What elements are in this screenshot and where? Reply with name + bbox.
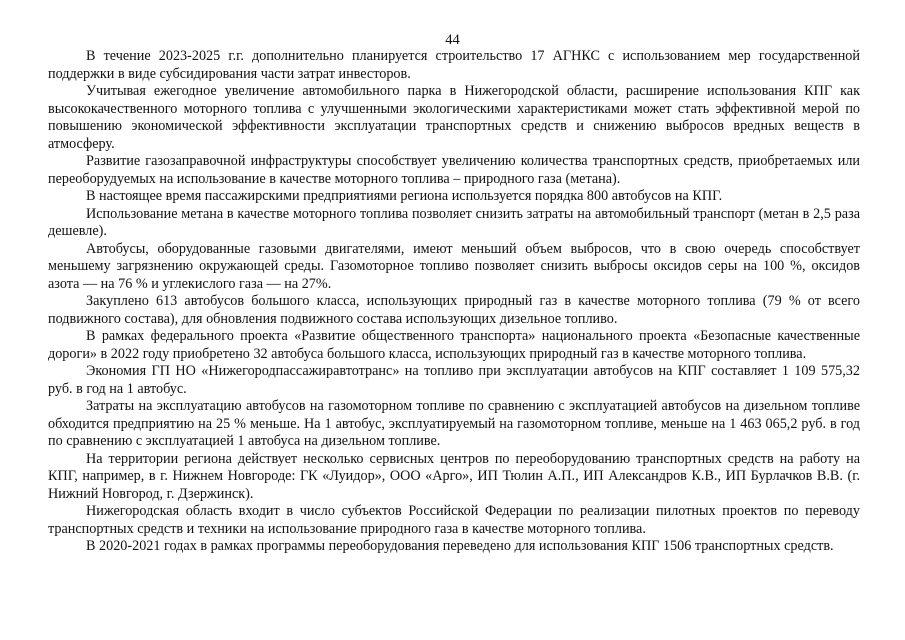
- paragraph-fuel-savings: Экономия ГП НО «Нижегородпассажиравтотранс» на топливо при эксплуатации автобусов на КПГ составляет 1 109 575,32 руб. в год на 1 автобус.: [48, 363, 860, 397]
- paragraph-emissions: Автобусы, оборудованные газовыми двигателями, имеют меньший объем выбросов, что в свою очередь способствует меньшему загрязнению окружающей среды. Газомоторное топливо позволяет снизить выбросы оксидов серы на 100 %, оксидов азота — на 76 % и углекислого газа — на 27%.: [48, 240, 860, 292]
- paragraph-methane-cost: Использование метана в качестве моторного топлива позволяет снизить затраты на автомобильный транспорт (метан в 2,5 раза дешевле).: [48, 205, 860, 239]
- paragraph-federal-project: В рамках федерального проекта «Развитие общественного транспорта» национального проекта «Безопасные качественные дороги» в 2022 году приобретено 32 автобуса большого класса, использующих природный газ в качестве моторного топлива.: [48, 328, 860, 362]
- paragraph-pilot-projects: Нижегородская область входит в число субъектов Российской Федерации по реализации пилотных проектов по переводу транспортных средств и техники на использование природного газа в качестве моторного топлива.: [48, 503, 860, 537]
- page-number: 44: [445, 32, 460, 48]
- document-body: [48, 48, 860, 556]
- paragraph-conversion-program: В 2020-2021 годах в рамках программы переоборудования переведено для использования КПГ 1506 транспортных средств.: [86, 538, 834, 554]
- paragraph-operating-costs: Затраты на эксплуатацию автобусов на газомоторном топливе по сравнению с эксплуатацией автобусов на дизельном топливе обходится предприятию на 25 % меньше. На 1 автобус, эксплуатируемый на газомоторном топливе, меньше на 1 463 065,2 руб. в год по сравнению с эксплуатацией 1 автобуса на дизельном топливе.: [48, 398, 860, 449]
- paragraph-agnks-construction: В течение 2023-2025 г.г. дополнительно планируется строительство 17 АГНКС с использованием мер государственной поддержки в виде субсидирования части затрат инвесторов.: [48, 48, 860, 82]
- paragraph-service-centers: На территории региона действует несколько сервисных центров по переоборудованию транспортных средств на работу на КПГ, например, в г. Нижнем Новгороде: ГК «Луидор», ООО «Арго», ИП Тюлин А.П., ИП Александров К.В., ИП Бурлачков В.В. (г. Нижний Новгород, г. Дзержинск).: [48, 450, 860, 502]
- paragraph-gas-infrastructure: Развитие газозаправочной инфраструктуры способствует увеличению количества транспортных средств, приобретаемых или переоборудуемых на использование в качестве моторного топлива – природного газа (метана).: [48, 153, 860, 187]
- paragraph-kpg-efficiency: Учитывая ежегодное увеличение автомобильного парка в Нижегородской области, расширение использования КПГ как высококачественного моторного топлива с улучшенными экологическими характеристиками может стать эффективной мерой по повышению экономической эффективности эксплуатации транспортных средств и снижению выбросов вредных веществ в атмосферу.: [48, 83, 860, 152]
- paragraph-buses-purchased: Закуплено 613 автобусов большого класса, использующих природный газ в качестве моторного топлива (79 % от всего подвижного состава), для обновления подвижного состава использующих дизельное топливо.: [48, 293, 860, 327]
- paragraph-bus-count: В настоящее время пассажирскими предприятиями региона используется порядка 800 автобусов на КПГ.: [86, 188, 723, 204]
